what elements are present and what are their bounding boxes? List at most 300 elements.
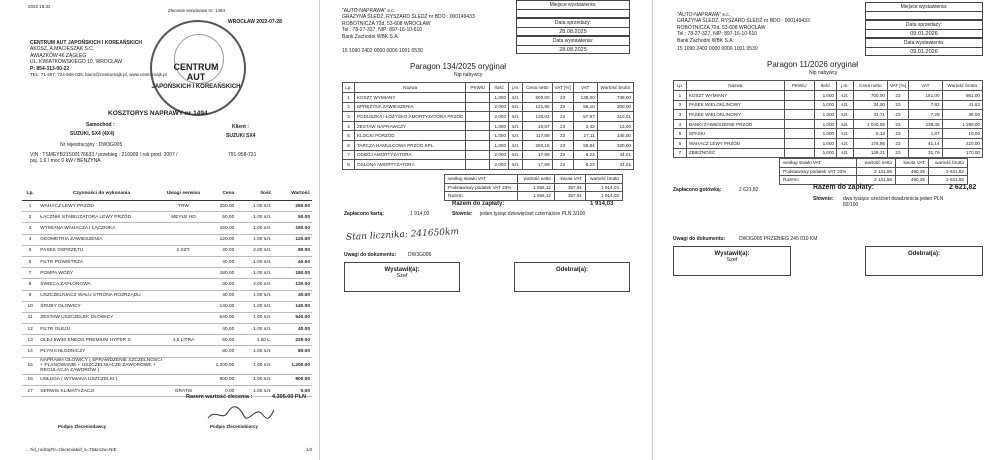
row-vat: 8,23 [573,150,597,160]
row-task: PŁYN CHŁODNICZY [38,346,165,357]
col-task: Czynności do wykonania [38,186,165,201]
row-name: PASEK WIELOKLINOWY [686,100,784,110]
row-value: 900.00 [273,374,312,385]
row-task: SERWIS KLIMATYZACJI [38,386,165,397]
row-price: 540.00 [202,312,236,323]
table-row [22,324,312,335]
row-price: 40.00 [202,324,236,335]
table-row [343,93,634,103]
row-value: 180.00 [273,268,312,279]
receipt-items-table [342,82,634,170]
row-task: USZCZELNIACZ WAŁU STRONA ROZRZĄDU [38,290,165,301]
row-gross: 41,82 [942,100,982,110]
row-rate: 23 [887,138,908,148]
row-value: 120.00 [273,279,312,290]
estimate-top-date: 2022 15:32 [28,4,51,9]
row-qty: 4.50 L. [236,335,273,346]
table-row [22,234,312,245]
vat-sum-row [780,176,968,185]
row-price: 1,200.00 [202,357,236,374]
vat-cell: 2 131,56 [857,167,896,176]
row-note: 2 SZT. [165,245,202,256]
seller-line: Tel.: 78-27-327, NIP: 897-16-10-610 [342,27,423,34]
row-rate: 23 [887,100,908,110]
notes-label: Uwagi do dokumentu: [673,236,726,242]
row-note: GRATIS [165,386,202,397]
row-pkwiu [466,160,490,170]
row-qty: 2,000 [490,150,509,160]
row-qty: 1.00 szt. [236,357,273,374]
row-rate: 23 [887,110,908,120]
due-label: Razem do zapłaty: [813,184,875,191]
row-note [165,346,202,357]
row-task: NAPRAWA GŁOWICY ( SPRAWDZENIE SZCZELNOŚCI + PLANOWANIE + USZCZELNIACZE ZAWOROWE + REGULACJA ZAWORÓW ) [38,357,165,374]
row-unit: szt. [837,110,854,120]
seller-line: ROBOTNICZA 72d, 53-608 WROCŁAW [342,20,431,27]
handwritten-odometer: Stan licznika: 241650km [345,227,460,243]
receipt-11-document [655,0,1000,460]
table-row [22,212,312,223]
vat-cell: 1 556,12 [518,183,555,192]
seller-line: 15 1090 2402 0000 0006 1001 0530 [342,48,423,55]
row-note: TRW [165,201,202,212]
estimate-order-number: Zlecenie serwisowe nr: 1494 [168,8,226,13]
estimate-title: KOSZTORYS NAPRAWY nr 1494 [108,110,208,117]
client-phone: 791-958-721 [228,152,257,158]
row-gross: 861,00 [942,91,982,101]
row-name: WAHACZ LEWY PRZÓD [686,138,784,148]
col-qty: Ilość [814,81,836,91]
row-gross: 170,00 [942,148,982,158]
row-net: 10,57 [523,121,552,131]
row-qty: 1,000 [490,131,509,141]
issue-date-box [865,38,983,56]
vat-cell: 1 914,03 [586,192,623,201]
row-vat: 138,00 [573,93,597,103]
row-gross: 738,00 [597,93,633,103]
seller-line: GRAŻYNA ŚLEDŹ, RYSZARD ŚLEDŹ nr BDO : 000149433 [342,14,475,21]
row-name: TARCZA HAMULCOWA PRZÓD KPL [354,140,465,150]
row-vat: 8,23 [573,160,597,170]
row-note [165,256,202,267]
row-gross: 44,01 [597,160,633,170]
table-row [674,119,983,129]
client-value: SUZUKI SX4 [226,133,256,139]
row-note [165,301,202,312]
row-task: ŚWIECA ZAPŁONOWA [38,279,165,290]
row-note [165,234,202,245]
sale-date-label: Data sprzedaży: [517,19,629,28]
row-task: OLEJ 5W30 ENEOS PREMIUM HYPER S [38,335,165,346]
row-price: 40.00 [202,290,236,301]
row-lp: 2 [343,102,355,112]
place-label: Miejsce wystawienia: [517,1,629,10]
vat-header-row [780,159,968,168]
vat-cell: 490,26 [896,167,929,176]
row-rate: 23 [887,119,908,129]
table-row [22,374,312,385]
row-pkwiu [784,119,814,129]
row-vat: 2,43 [573,121,597,131]
vat-cell: 2 621,82 [929,176,968,185]
row-pkwiu [466,140,490,150]
row-unit: szt. [509,150,523,160]
row-gross: 13,00 [597,121,633,131]
table-row [343,131,634,141]
col-lp: Lp. [22,186,38,201]
col-vat: VAT [573,83,597,93]
row-unit: szt. [509,160,523,170]
company-line: AWIĄZKÓW 46 ZĄGŁEG [30,52,87,59]
row-qty: 1,000 [814,129,836,139]
col-price: Cena [202,186,236,201]
table-row [674,148,983,158]
row-qty: 2,000 [490,102,509,112]
row-task: ZESTAW USZCZELEK GŁOWICY [38,312,165,323]
row-value: 40.00 [273,290,312,301]
row-price: 50.00 [202,335,236,346]
row-task: FILTR OLEJU [38,324,165,335]
notes-label: Uwagi do dokumentu: [344,252,397,258]
vat-header-row [445,175,623,184]
receipt-title: Paragon 11/2026 oryginał [767,60,859,69]
receiver-label: Odebrał(a): [907,251,940,257]
col-qty: Ilość [490,83,509,93]
table-row [22,268,312,279]
company-line: UL. KWIATKOWSKIEGO 10, WROCŁAW [30,59,122,66]
row-qty: 1.00 szt. [236,212,273,223]
row-lp: 2 [674,100,687,110]
row-value: 80.00 [273,245,312,256]
row-unit: szt. [837,138,854,148]
issuer-box [673,246,791,276]
contractor-signature-label: Podpis Zleceniobiorcy [210,424,259,429]
row-unit: szt. [837,100,854,110]
receiver-box [514,262,630,292]
row-vat: 27,11 [573,131,597,141]
vat-cell: 1 914,03 [586,183,623,192]
row-name: KLOCKI PORZÓD [354,131,465,141]
row-lp: 10 [22,301,38,312]
row-qty: 1,000 [814,91,836,101]
table-row [22,201,312,212]
row-qty: 1,000 [814,110,836,120]
row-qty: 1.00 szt. [236,268,273,279]
vat-cell: 357,91 [555,192,586,201]
seller-line: 15 1090 2402 0000 0006 1001 0530 [677,46,758,53]
row-gross: 10,00 [942,129,982,139]
table-row [22,223,312,234]
row-net: 178,86 [853,138,887,148]
row-lp: 11 [22,312,38,323]
row-lp: 1 [674,91,687,101]
row-vat: 239,35 [909,119,943,129]
estimate-total-value: 4,305.00 PLN [272,394,306,400]
row-pkwiu [466,112,490,122]
place-label: Miejsce wystawienia: [866,3,982,12]
vehicle-value: SUZUKI, SX4 (4X4) [70,131,115,137]
row-price: 150.00 [202,223,236,234]
row-qty: 1,000 [490,121,509,131]
issuer-value: Szef [726,257,738,263]
seller-line: Tel.: 78-27-327, NIP: 897-16-10-610 [677,31,758,38]
table-row [22,386,312,397]
row-gross: 145,00 [597,131,633,141]
row-gross: 44,01 [597,150,633,160]
vat-header: wartość brutto [586,175,623,184]
table-row [22,279,312,290]
row-net: 1 040,65 [853,119,887,129]
row-qty: 1.00 szt. [236,301,273,312]
client-signature-label: Podpis Zleceniodawcy [58,424,107,429]
table-row [22,346,312,357]
row-lp: 16 [22,374,38,385]
row-price: 140.00 [202,301,236,312]
row-note: 4,5 LITRA [165,335,202,346]
row-vat: 1,87 [909,129,943,139]
row-price: 40.00 [202,256,236,267]
row-net: 126,02 [523,112,552,122]
row-rate: 23 [552,93,573,103]
vat-header: wartość netto [518,175,555,184]
row-price: 30.00 [202,279,236,290]
seller-line: "AUTO-NAPRAWA" s.c. [342,8,396,14]
words-label: Słownie: [813,196,834,202]
client-label: Klient : [232,124,249,130]
row-net: 260,16 [523,140,552,150]
vat-header: kwota VAT [555,175,586,184]
sale-date-label: Data sprzedaży: [866,21,982,30]
seller-line: "AUTO-NAPRAWA" s.c. [677,12,731,18]
row-qty: 1,000 [490,140,509,150]
table-row [674,138,983,148]
row-unit: szt. [837,129,854,139]
table-row [674,91,983,101]
row-price: 180.00 [202,268,236,279]
row-rate: 23 [552,131,573,141]
row-task: ŁĄCZNIK STABILIZATORA LEWY PRZÓD [38,212,165,223]
row-net: 8,13 [853,129,887,139]
row-vat: 7,29 [909,110,943,120]
row-qty: 1.00 szt. [236,290,273,301]
words-value: dwa tysiące sześćset dwadzieścia jeden PLN 82/100 [843,196,944,209]
row-vat: 56,10 [573,102,597,112]
row-price: 250.00 [202,201,236,212]
logo-text [150,62,242,92]
vat-header: wartość netto [857,159,896,168]
row-lp: 17 [22,386,38,397]
sale-date-box [865,20,983,38]
vat-summary-table [444,174,623,201]
row-qty: 1.00 szt. [236,234,273,245]
row-unit: szt. [837,148,854,158]
divider [652,0,653,460]
issue-date-value: 09.01.2026 [910,49,938,55]
vat-header: kwota VAT [896,159,929,168]
row-qty: 2.00 szt. [236,245,273,256]
receipt-134-document [320,0,650,460]
col-lp: Lp. [674,81,687,91]
table-row [674,110,983,120]
col-vat: VAT [909,81,943,91]
col-pkwiu: PKWiU [466,83,490,93]
row-lp: 4 [22,234,38,245]
row-task: ŚRUBY GŁOWICY [38,301,165,312]
row-net: 138,21 [853,148,887,158]
col-value: Wartość [273,186,312,201]
row-price: 120.00 [202,234,236,245]
vat-sum-row [445,192,623,201]
row-name: KOSZT WYMIANY [686,91,784,101]
row-gross: 320,00 [597,140,633,150]
logo-line: AUT [186,72,206,82]
row-value: 225.00 [273,335,312,346]
row-vat: 161,00 [909,91,943,101]
col-net: Cena netto [523,83,552,93]
row-gross: 1 280,00 [942,119,982,129]
row-gross: 220,00 [942,138,982,148]
row-lp: 15 [22,357,38,374]
words-label: Słownie: [452,211,473,217]
paid-label: Zapłacono kartą: [344,211,385,217]
table-row [343,140,634,150]
table-row [674,129,983,139]
row-note [165,290,202,301]
place-box [865,2,983,20]
row-note [165,357,202,374]
row-rate: 23 [552,102,573,112]
row-value: 1,200.00 [273,357,312,374]
row-value: 0.00 [273,386,312,397]
vat-cell: Razem: [780,176,857,185]
estimate-place-date: WROCŁAW 2022-07-28 [228,19,282,25]
vat-cell: 2 131,56 [857,176,896,185]
vat-header: według stawki VAT [780,159,857,168]
vat-cell: 2 621,82 [929,167,968,176]
vat-cell: Razem: [445,192,518,201]
row-pkwiu [466,150,490,160]
signature-image [206,404,276,424]
row-rate: 23 [552,150,573,160]
col-gross: Wartość brutto [597,83,633,93]
row-lp: 1 [22,201,38,212]
row-name: ODBÓJ AMORTYZATORA [354,150,465,160]
due-label: Razem do zapłaty: [452,201,505,207]
row-lp: 8 [343,160,355,170]
vat-cell: Podstawowy podatek VAT 23% [780,167,857,176]
table-row [22,245,312,256]
table-row [22,357,312,374]
row-value: 540.00 [273,312,312,323]
row-qty: 1,000 [814,148,836,158]
row-lp: 1 [343,93,355,103]
table-row [343,112,634,122]
row-price: 900.00 [202,374,236,385]
paid-value: 2 621,82 [739,187,759,193]
row-lp: 5 [343,131,355,141]
receiver-label: Odebrał(a): [555,267,588,273]
page-number: 1/2 [306,447,313,452]
seller-block [677,12,810,52]
row-lp: 6 [674,138,687,148]
row-qty: 1.00 szt. [236,223,273,234]
row-note [165,324,202,335]
table-header-row [343,83,634,93]
row-pkwiu [466,102,490,112]
row-qty: 2,000 [490,112,509,122]
seller-block [342,8,475,54]
issuer-label: Wystawił(a): [384,267,420,273]
place-box [516,0,630,18]
row-net: 17,89 [523,160,552,170]
row-unit: szt. [509,131,523,141]
col-qty: Ilość [236,186,273,201]
issuer-value: Szef [396,273,408,279]
row-lp: 3 [22,223,38,234]
seller-line: Bank Zachodni WBK S.A. [677,37,734,44]
issue-date-box [516,36,630,54]
row-unit: szt. [509,93,523,103]
row-unit: szt. [509,102,523,112]
seller-line: GRAŻYNA ŚLEDŹ, RYSZARD ŚLEDŹ nr BDO : 000149433 [677,18,810,25]
row-rate: 23 [887,91,908,101]
row-value: 150.00 [273,223,312,234]
row-net: 121,95 [523,102,552,112]
words-value: jeden tysiąc dziewięćset czternaście PLN 3/100 [480,211,586,217]
notes-value: DW3G005 [408,252,432,258]
row-name: SPASKI [686,129,784,139]
row-qty: 1.00 szt. [236,386,273,397]
row-pkwiu [466,93,490,103]
sale-date-box [516,18,630,36]
row-task: PASEK OSPRZĘTU [38,245,165,256]
row-rate: 23 [887,148,908,158]
row-vat: 41,14 [909,138,943,148]
company-line: TEL: 71-457, 724-948-035, biuro@centrumajk.pl, www.centrumajk.pl [30,72,167,78]
row-qty: 1,000 [814,138,836,148]
sale-date-value: 09.01.2026 [910,31,938,37]
registration-number: Nr rejestracyjny : DW3G005 [60,142,123,148]
row-pkwiu [784,129,814,139]
row-pkwiu [784,110,814,120]
row-qty: 2,000 [490,160,509,170]
vat-cell: 357,91 [555,183,586,192]
issue-date-label: Data wystawienia: [517,37,629,46]
table-row [22,301,312,312]
col-unit: j.m. [509,83,523,93]
row-note [165,374,202,385]
row-name: SPRĘŻYNA ZAWIESZENIA [354,102,465,112]
col-rate: VAT [%] [887,81,908,91]
col-rate: VAT [%] [552,83,573,93]
row-unit: szt. [509,121,523,131]
receipt-title: Paragon 134/2025 oryginał [410,62,507,71]
row-value: 50.00 [273,212,312,223]
due-value: 2 621,82 [949,184,977,191]
row-name: PASEK WIELOKLINOWY [686,110,784,120]
vat-cell: Podstawowy podatek VAT 23% [445,183,518,192]
col-unit: j.m. [837,81,854,91]
row-value: 40.00 [273,256,312,267]
row-pkwiu [784,148,814,158]
row-task: GEOMETRIA ZAWIESZENIA [38,234,165,245]
issue-date-label: Data wystawienia: [866,39,982,48]
table-row [343,102,634,112]
due-value: 1 914,03 [590,201,614,207]
row-name: ZESTAW NAPRAWCZY [354,121,465,131]
vat-row [445,183,623,192]
row-qty: 1.00 szt. [236,312,273,323]
